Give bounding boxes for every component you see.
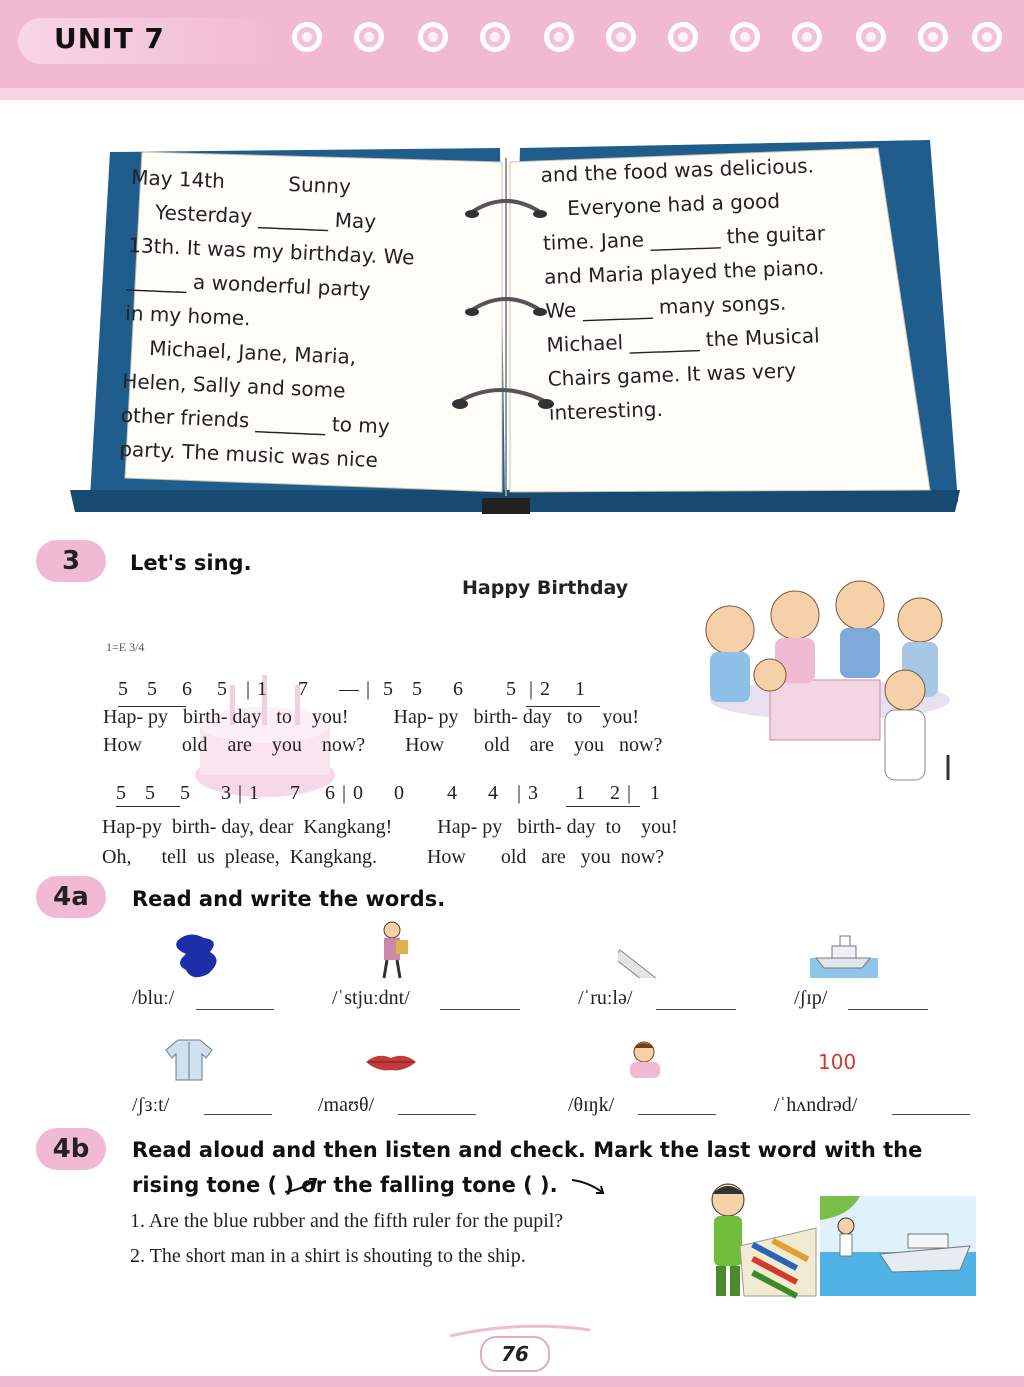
section-4a-badge: 4a [36, 876, 106, 918]
decor-ring-icon [292, 22, 322, 52]
note-beam [566, 806, 640, 807]
header-band [0, 88, 1024, 100]
section-4a-instruction: Read and write the words. [132, 887, 446, 911]
ipa-ruler: /ˈruːlə/ [578, 987, 633, 1009]
section-4b-instruction-line2: rising tone ( ) or the falling tone ( ). [132, 1173, 558, 1197]
sentence-1: 1. Are the blue rubber and the fifth ruler for the pupil? [130, 1210, 564, 1232]
page-number: 76 [480, 1336, 550, 1372]
ipa-mouth: /maʊθ/ [318, 1094, 375, 1116]
diary-left-page: May 14th Sunny Yesterday _______ May 13th. It was my birthday. We ______ a wonderful party in my home. Michael, Jane, Maria, Helen, Sally and some other friends _______ to my party. The music was nice [118, 164, 415, 472]
diary-right-page: and the food was delicious. Everyone had a good time. Jane _______ the guitar and Maria played the piano. We _______ many songs. Michael _______ the Musical Chairs game. It was very interesting. [540, 153, 826, 425]
song-title: Happy Birthday [462, 577, 629, 599]
song-row2-notes: 5 5 5 3 | 1 7 6 | 0 0 4 4 | 3 1 2 | 1 [116, 782, 662, 804]
song-row1-lyric2: How old are you now? How old are you now? [103, 734, 663, 756]
song-row2-lyric1: Hap-py birth- day, dear Kangkang! Hap- py birth- day to you! [102, 816, 678, 838]
decor-ring-icon [418, 22, 448, 52]
decor-ring-icon [544, 22, 574, 52]
decor-ring-icon [480, 22, 510, 52]
answer-blank[interactable] [638, 1114, 716, 1115]
falling-tone-icon [570, 1176, 606, 1196]
ipa-student: /ˈstjuːdnt/ [332, 987, 410, 1009]
decor-ring-icon [668, 22, 698, 52]
song-key: 1=E 3/4 [106, 640, 145, 654]
answer-blank[interactable] [440, 1009, 520, 1010]
mouth-icon [364, 1050, 418, 1074]
answer-blank[interactable] [398, 1114, 476, 1115]
blue-paint-icon [170, 930, 226, 982]
song-row2-lyric2: Oh, tell us please, Kangkang. How old are you now? [102, 846, 665, 868]
answer-blank[interactable] [892, 1114, 970, 1115]
section-4b-instruction-line1: Read aloud and then listen and check. Mark the last word with the [132, 1138, 923, 1162]
unit-title: UNIT 7 [54, 22, 165, 55]
page-footer [0, 1376, 1024, 1387]
section-3-badge: 3 [36, 540, 106, 582]
decor-ring-icon [354, 22, 384, 52]
decor-ring-icon [792, 22, 822, 52]
student-icon [372, 920, 412, 982]
decor-ring-icon [918, 22, 948, 52]
answer-blank[interactable] [196, 1009, 274, 1010]
song-row1-lyric1: Hap- py birth- day to you! Hap- py birth- day to you! [103, 706, 640, 728]
ipa-blue: /bluː/ [132, 987, 175, 1009]
answer-blank[interactable] [848, 1009, 928, 1010]
decor-ring-icon [856, 22, 886, 52]
section-3-instruction: Let's sing. [130, 551, 252, 575]
decor-ring-icon [730, 22, 760, 52]
answer-blank[interactable] [204, 1114, 272, 1115]
ipa-shirt: /ʃɜːt/ [132, 1094, 170, 1116]
man-and-ship-illustration [820, 1196, 976, 1296]
decor-ring-icon [606, 22, 636, 52]
note-beam [116, 806, 180, 807]
pupil-rulers-illustration [704, 1176, 820, 1300]
shirt-icon [164, 1036, 214, 1082]
children-party-illustration [690, 560, 960, 830]
ship-icon [810, 928, 878, 978]
song-row1-notes: 5 5 6 5 | 1 7 — | 5 5 6 5 | 2 1 [118, 678, 587, 700]
page-header [0, 0, 1024, 100]
hundred-number: 100 [818, 1050, 857, 1074]
sentence-2: 2. The short man in a shirt is shouting to the ship. [130, 1245, 526, 1267]
rising-tone-icon [283, 1176, 319, 1196]
ipa-hundred: /ˈhʌndrəd/ [774, 1094, 858, 1116]
answer-blank[interactable] [656, 1009, 736, 1010]
ipa-ship: /ʃɪp/ [794, 987, 828, 1009]
section-4b-badge: 4b [36, 1128, 106, 1170]
thinking-girl-icon [624, 1040, 666, 1080]
decor-ring-icon [972, 22, 1002, 52]
ruler-icon [618, 934, 674, 978]
ipa-think: /θɪŋk/ [568, 1094, 615, 1116]
